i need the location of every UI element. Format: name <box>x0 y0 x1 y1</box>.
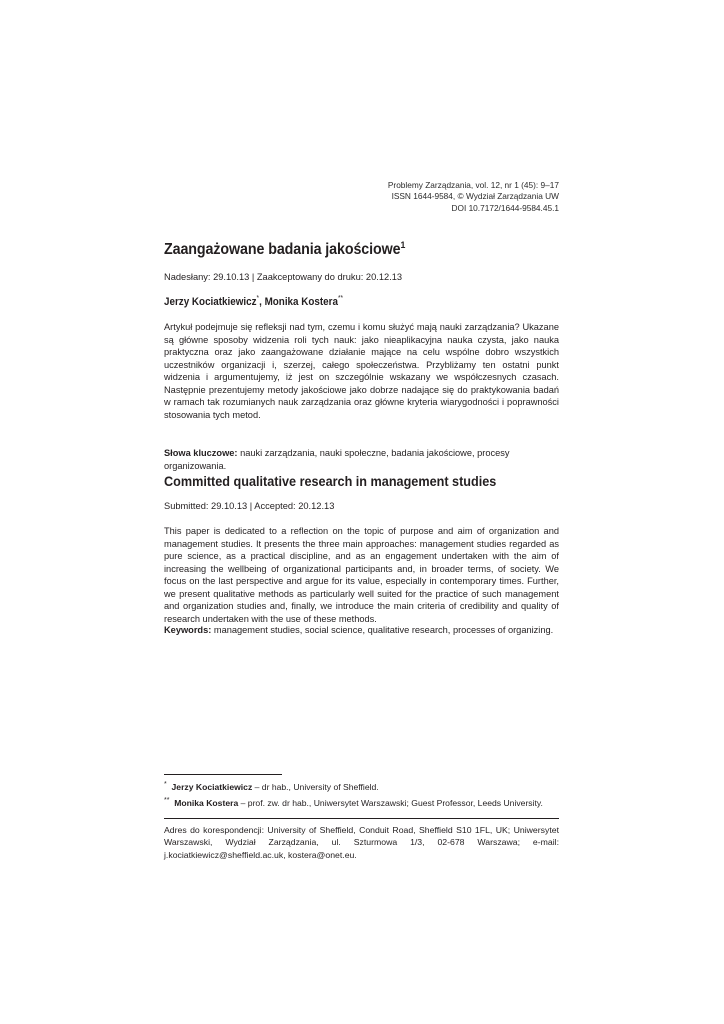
keywords-english-label: Keywords: <box>164 625 212 635</box>
abstract-polish: Artykuł podejmuje się refleksji nad tym, czemu i komu służyć mają nauki zarządzania? Ukazane są główne sposoby widzenia roli tych nauk: jako nieaplikacyjna nauka czysta, jako nauka praktyczna oraz jako zaangażowane działanie mające na celu wspólne dobro wszystkich uczestników organizacji i, szerzej, całego społeczeństwa. Przybliżamy ten ostatni punkt widzenia i argumentujemy, iż jest on szczególnie wskazany we współczesnych czasach. Następnie prezentujemy metody jakościowe jako dobrze nadające się do praktykowania badań w ramach tak rozumianych nauk zarządzania oraz główne kryteria wiarygodności i poprawności stosowania tych metod. <box>164 322 559 420</box>
author-2: Monika Kostera <box>264 296 338 308</box>
footnote-2-name: Monika Kostera <box>174 798 239 808</box>
footnote-divider <box>164 774 282 775</box>
footnote-2-mark: ** <box>164 797 170 804</box>
journal-citation: Problemy Zarządzania, vol. 12, nr 1 (45): 9–17 <box>387 180 559 190</box>
keywords-polish-label: Słowa kluczowe: <box>164 448 238 458</box>
abstract-english: This paper is dedicated to a reflection on the topic of purpose and aim of organization and management studies. It presents the three main approaches: management studies regarded as pure science, as a practical discipline, and as an engagement undertaken with the aim of increasing the wellbeing of organizational participants and, in broader terms, of society. We focus on the last perspective and argue for its value, especially in contemporary times. Further, we present qualitative methods as particularly well suited for the practice of such management and organization studies and, finally, we introduce the main criteria of credibility and quality of research undertaken with the use of these methods. <box>164 526 559 624</box>
title-english: Committed qualitative research in management studies <box>164 474 497 489</box>
footnote-2-text: – prof. zw. dr hab., Uniwersytet Warszawski; Guest Professor, Leeds University. <box>238 798 543 808</box>
journal-doi: DOI 10.7172/1644-9584.45.1 <box>451 202 559 213</box>
author-1: Jerzy Kociatkiewicz <box>164 296 257 308</box>
keywords-english-text: management studies, social science, qualitative research, processes of organizing. <box>211 625 554 635</box>
author-2-mark: ** <box>337 295 344 302</box>
correspondence-address: Adres do korespondencji: University of Sheffield, Conduit Road, Sheffield S10 1FL, UK; Uniwersytet Warszawski, Wydział Zarządzania, ul. Szturmowa 1/3, 02-678 Warszawa; e-mail: j.kociatkiewicz@sheffield.ac.uk, kostera@onet.eu. <box>164 825 559 860</box>
dates-english: Submitted: 29.10.13 | Accepted: 20.12.13 <box>164 501 335 511</box>
author-separator: , <box>259 296 265 308</box>
footnote-author-1 <box>164 781 379 792</box>
author-1-mark: * <box>256 295 260 302</box>
keywords-polish-text: nauki zarządzania, nauki społeczne, badania jakościowe, procesy organizowania. <box>164 448 510 471</box>
dates-polish: Nadesłany: 29.10.13 | Zaakceptowany do druku: 20.12.13 <box>164 272 403 282</box>
keywords-polish <box>164 447 559 472</box>
title-footnote-mark: 1 <box>400 240 406 251</box>
authors <box>164 295 343 308</box>
title-polish-text: Zaangażowane badania jakościowe <box>164 241 401 258</box>
title-polish <box>164 240 527 259</box>
footnote-1-mark: * <box>164 781 167 788</box>
footnote-author-2 <box>164 797 543 808</box>
address-divider <box>164 818 559 819</box>
footnote-1-text: – dr hab., University of Sheffield. <box>252 782 379 792</box>
keywords-english <box>164 624 559 637</box>
footnote-1-name: Jerzy Kociatkiewicz <box>171 782 253 792</box>
journal-issn: ISSN 1644-9584, © Wydział Zarządzania UW <box>391 191 559 202</box>
journal-header <box>388 180 559 214</box>
